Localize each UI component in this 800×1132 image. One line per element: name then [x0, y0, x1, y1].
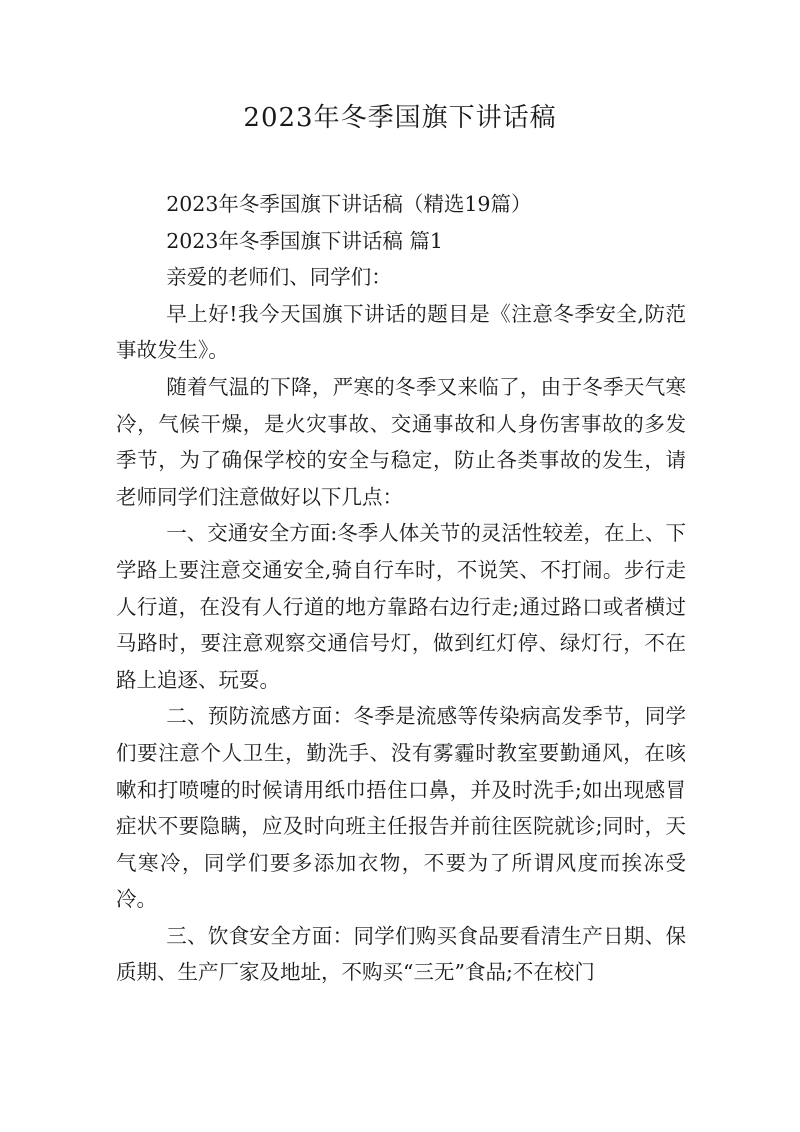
- paragraph-section-heading: 2023年冬季国旗下讲话稿 篇1: [166, 228, 443, 253]
- paragraph-flu-prevention: 二、预防流感方面：冬季是流感等传染病高发季节，同学们要注意个人卫生，勤洗手、没有雾霾时教室要勤通风，在咳嗽和打喷嚏的时候请用纸巾捂住口鼻，并及时洗手;如出现感冒症状不要隐瞒，应及时向班主任报告并前往医院就诊;同时，天气寒冷，同学们要多添加衣物，不要为了所谓风度而挨冻受冷。: [116, 704, 686, 912]
- paragraph-subtitle: 2023年冬季国旗下讲话稿（精选19篇）: [166, 192, 532, 216]
- document-body: [116, 186, 686, 991]
- paragraph-traffic-safety: 一、交通安全方面:冬季人体关节的灵活性较差，在上、下学路上要注意交通安全,骑自行车时，不说笑、不打闹。步行走人行道，在没有人行道的地方靠路右边行走;通过路口或者横过马路时，要注意观察交通信号灯，做到红灯停、绿灯行，不在路上追逐、玩耍。: [116, 521, 686, 692]
- paragraph-food-safety: 三、饮食安全方面：同学们购买食品要看清生产日期、保质期、生产厂家及地址，不购买“三无”食品;不在校门: [116, 923, 686, 985]
- document-title: 2023年冬季国旗下讲话稿: [243, 103, 557, 133]
- paragraph-salutation: 亲爱的老师们、同学们：: [166, 265, 392, 290]
- paragraph-intro: 随着气温的下降，严寒的冬季又来临了，由于冬季天气寒冷，气候干燥，是火灾事故、交通事故和人身伤害事故的多发季节，为了确保学校的安全与稳定，防止各类事故的发生，请老师同学们注意做好以下几点：: [116, 374, 686, 509]
- paragraph-greeting: 早上好!我今天国旗下讲话的题目是《注意冬季安全,防范事故发生》。: [116, 301, 686, 363]
